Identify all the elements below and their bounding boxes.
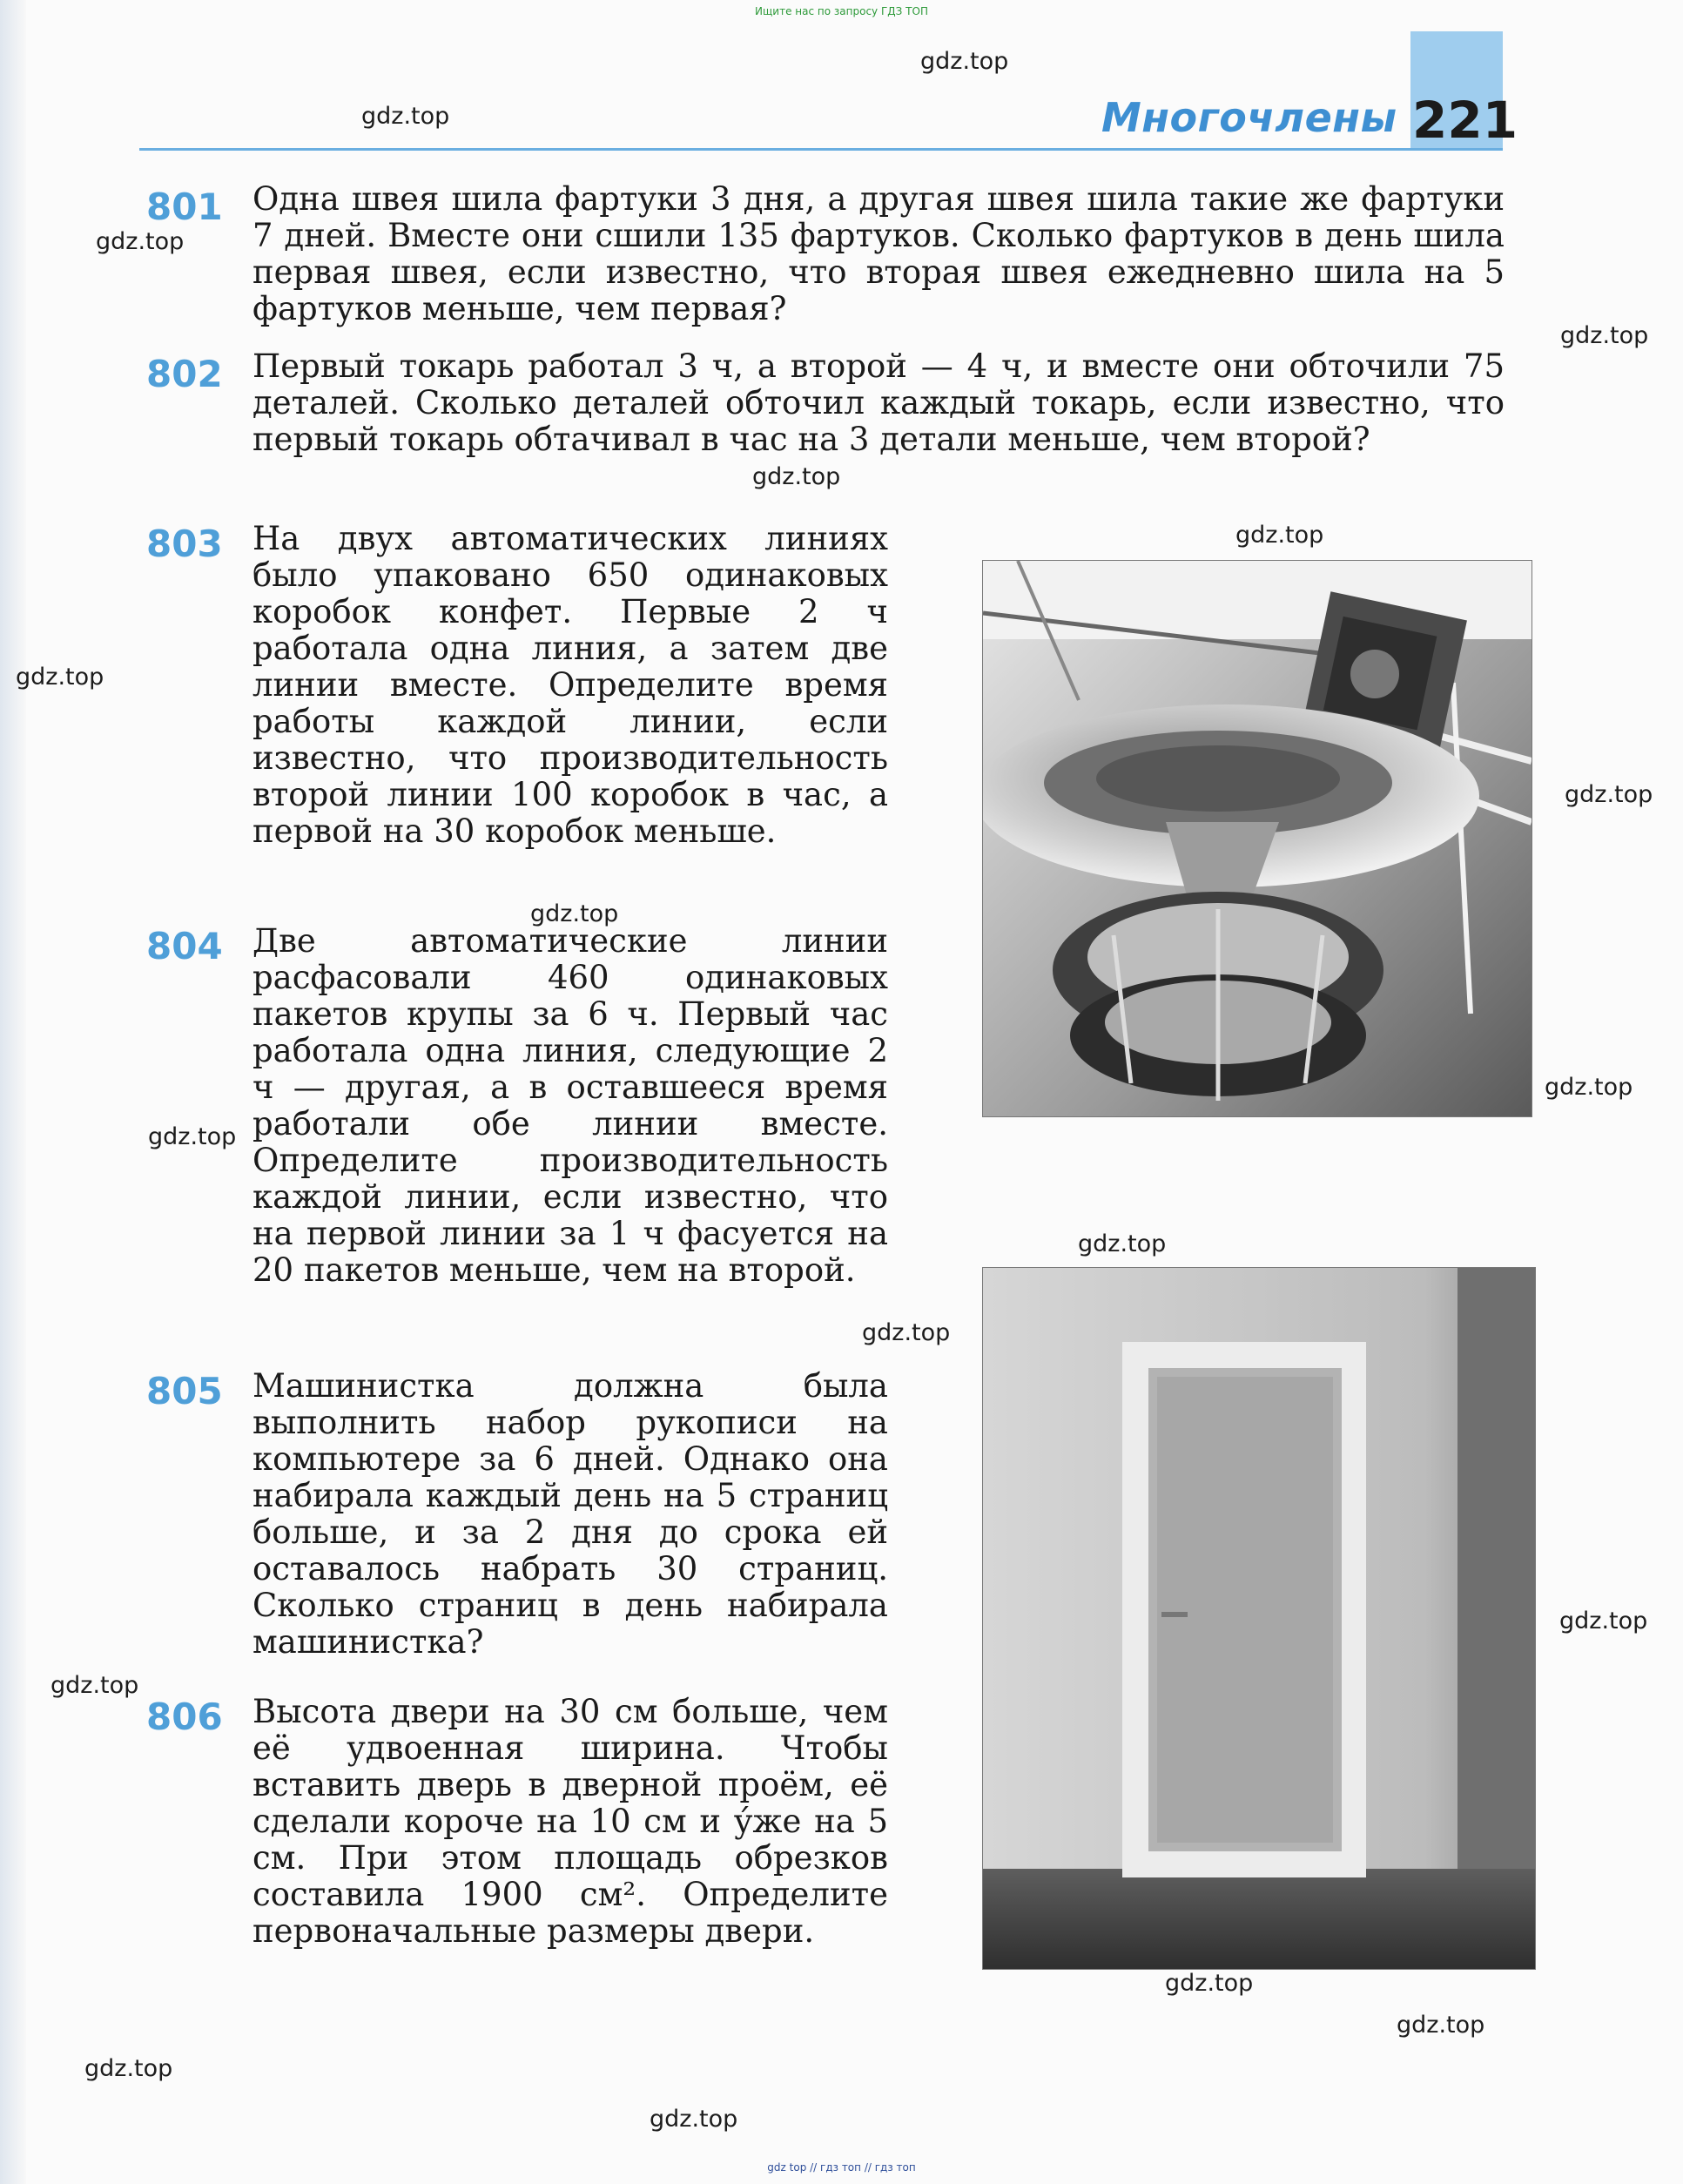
packaging-machine-photo	[982, 560, 1532, 1117]
problem-number: 805	[146, 1370, 223, 1412]
watermark: gdz.top	[96, 228, 185, 255]
watermark: gdz.top	[84, 2055, 173, 2082]
watermark: gdz.top	[1165, 1970, 1254, 1997]
door-photo	[982, 1267, 1536, 1970]
watermark: gdz.top	[650, 2106, 738, 2133]
watermark: gdz.top	[16, 664, 104, 691]
watermark: gdz.top	[1560, 322, 1649, 349]
watermark: gdz.top	[1559, 1608, 1648, 1635]
watermark: gdz.top	[1565, 781, 1653, 808]
problem-number: 801	[146, 185, 223, 228]
header-divider	[139, 148, 1503, 151]
door-illustration	[983, 1268, 1535, 1969]
packaging-machine-illustration	[983, 561, 1532, 1116]
watermark: gdz.top	[1545, 1074, 1633, 1101]
problem-number: 802	[146, 353, 223, 395]
watermark: gdz.top	[1235, 522, 1324, 549]
top-note: Ищите нас по запросу ГДЗ ТОП	[755, 5, 928, 17]
watermark: gdz.top	[361, 103, 450, 130]
problem-text: Высота двери на 30 см больше, чем её удвоенная ширина. Чтобы вставить дверь в дверной проём, её сделали короче на 10 см и у́же на 5 см. При этом площадь обрезков составила 1900 см². Определите первоначальные размеры двери.	[252, 1693, 888, 1950]
problem-text: Одна швея шила фартуки 3 дня, а другая швея шила такие же фартуки 7 дней. Вместе они сшили 135 фартуков. Сколько фартуков в день шила первая швея, если известно, что вторая швея ежедневно шила на 5 фартуков меньше, чем первая?	[252, 180, 1505, 327]
watermark: gdz.top	[50, 1672, 139, 1699]
page-number: 221	[1412, 91, 1518, 150]
problem-number: 803	[146, 522, 223, 565]
chapter-title: Многочлены	[1101, 94, 1397, 141]
page-edge-shade	[0, 0, 26, 2184]
problem-text: На двух автоматических линиях было упаковано 650 одинаковых коробок конфет. Первые 2 ч работала одна линия, а затем две линии вместе. Определите время работы каждой линии, если известно, что производительность второй линии 100 коробок в час, а первой на 30 коробок меньше.	[252, 520, 888, 850]
watermark: gdz.top	[920, 48, 1009, 75]
problem-number: 806	[146, 1695, 223, 1738]
problem-number: 804	[146, 925, 223, 967]
watermark: gdz.top	[752, 463, 841, 490]
problem-text: Две автоматические линии расфасовали 460 одинаковых пакетов крупы за 6 ч. Первый час работала одна линия, следующие 2 ч — другая, а в оставшееся время работали обе линии вместе. Определите производительность каждой линии, если известно, что на первой линии за 1 ч фасуется на 20 пакетов меньше, чем на второй.	[252, 922, 888, 1289]
problem-text: Машинистка должна была выполнить набор рукописи на компьютере за 6 дней. Однако она набирала каждый день на 5 страниц больше, и за 2 дня до срока ей оставалось набрать 30 страниц. Сколько страниц в день набирала машинистка?	[252, 1367, 888, 1661]
watermark: gdz.top	[1397, 2012, 1485, 2039]
problem-text: Первый токарь работал 3 ч, а второй — 4 ч, и вместе они обточили 75 деталей. Сколько деталей обточил каждый токарь, если известно, что первый токарь обтачивал в час на 3 детали меньше, чем второй?	[252, 347, 1505, 458]
watermark: gdz.top	[1078, 1230, 1167, 1257]
watermark: gdz.top	[530, 900, 619, 927]
watermark: gdz.top	[148, 1123, 237, 1150]
bottom-note: gdz top // гдз топ // гдз топ	[767, 2161, 916, 2174]
watermark: gdz.top	[862, 1319, 951, 1346]
